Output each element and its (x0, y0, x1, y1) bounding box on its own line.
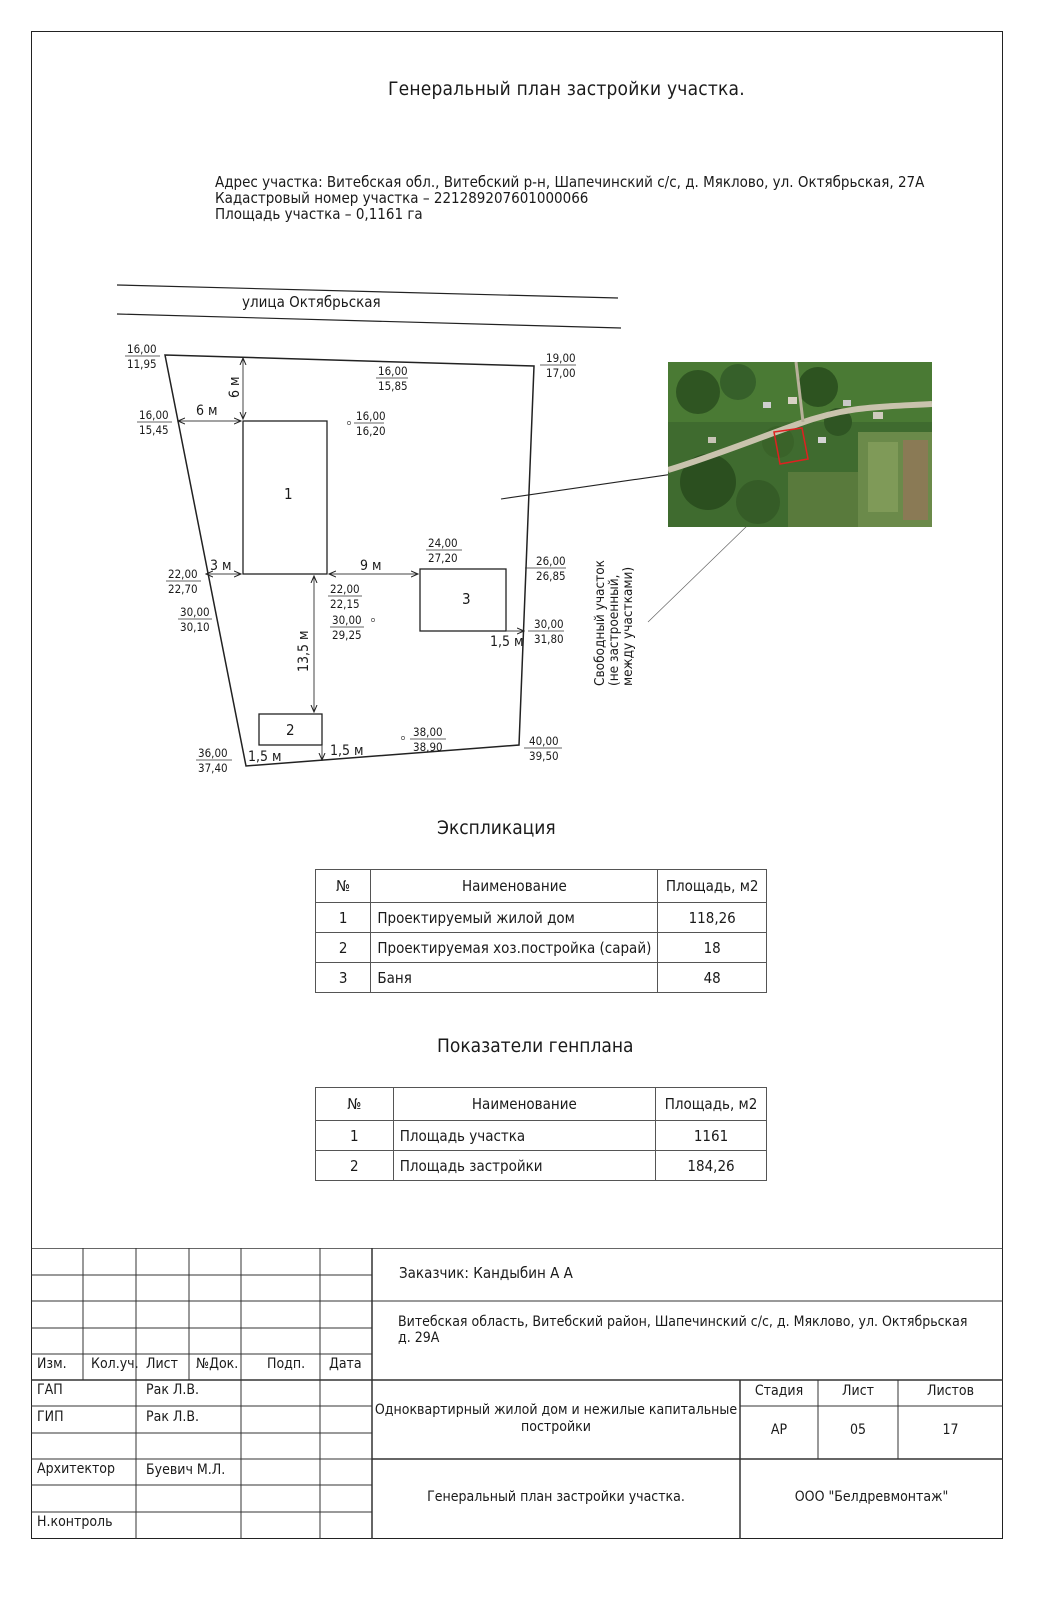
svg-text:22,15: 22,15 (330, 597, 360, 611)
svg-text:36,00: 36,00 (198, 746, 228, 760)
table-header-row (316, 1088, 767, 1121)
elev-mark (401, 725, 446, 754)
cell-name: Проектируемый жилой дом (371, 903, 658, 933)
dim-1-5m-shed-right: 1,5 м (330, 743, 364, 759)
svg-text:19,00: 19,00 (546, 351, 576, 365)
svg-text:11,95: 11,95 (127, 357, 157, 371)
cell-area: 184,26 (656, 1151, 767, 1181)
svg-text:39,50: 39,50 (529, 749, 559, 763)
dim-1-5m-bath: 1,5 м (490, 634, 524, 650)
name-gip: Рак Л.В. (146, 1409, 200, 1425)
customer: Заказчик: Кандыбин А А (399, 1264, 573, 1282)
svg-text:16,20: 16,20 (356, 424, 386, 438)
satellite-map-image (668, 362, 932, 527)
elev-mark (166, 567, 201, 596)
svg-text:(не застроенный,: (не застроенный, (606, 574, 622, 686)
col-header-podp: Подп. (267, 1356, 306, 1372)
header-cell: № (316, 1088, 394, 1121)
table-row (316, 963, 767, 993)
col-header-ndok: №Док. (196, 1356, 239, 1372)
street-line-bottom (117, 314, 621, 328)
svg-text:30,00: 30,00 (180, 605, 210, 619)
svg-text:27,20: 27,20 (428, 551, 458, 565)
elev-mark (376, 364, 408, 393)
role-architect: Архитектор (37, 1461, 115, 1477)
col-header-data: Дата (329, 1356, 362, 1372)
elev-mark (540, 351, 576, 380)
sheets-value: 17 (942, 1422, 959, 1438)
elev-mark (524, 734, 562, 763)
svg-text:40,00: 40,00 (529, 734, 559, 748)
cell-number: 2 (316, 933, 371, 963)
sheets-label: Листов (926, 1383, 975, 1399)
elev-mark (528, 617, 564, 646)
sheet-value: 05 (849, 1422, 867, 1438)
cell-area: 48 (658, 963, 767, 993)
cell-number: 1 (316, 903, 371, 933)
elev-mark (330, 613, 375, 642)
cell-area: 18 (658, 933, 767, 963)
address-line: Адрес участка: Витебская обл., Витебский р-н, Шапечинский с/с, д. Мяклово, ул. Октябрьская, 27А (215, 173, 925, 191)
table-row (316, 933, 767, 963)
col-header-koluch: Кол.уч. (91, 1356, 139, 1372)
svg-text:16,00: 16,00 (378, 364, 408, 378)
svg-text:16,00: 16,00 (127, 342, 157, 356)
svg-text:22,70: 22,70 (168, 582, 198, 596)
elev-mark (137, 408, 172, 437)
svg-text:31,80: 31,80 (534, 632, 564, 646)
table-row (316, 903, 767, 933)
dim-1-5m-shed-left: 1,5 м (248, 749, 282, 765)
explication-table (315, 869, 767, 993)
role-norm-control: Н.контроль (37, 1514, 113, 1530)
svg-text:30,00: 30,00 (534, 617, 564, 631)
name-gap: Рак Л.В. (146, 1382, 200, 1398)
explication-caption: Экспликация (437, 817, 556, 839)
svg-text:24,00: 24,00 (428, 536, 458, 550)
elev-mark (347, 409, 385, 438)
cell-name: Площадь застройки (393, 1151, 655, 1181)
svg-text:Свободный участок: Свободный участок (592, 560, 608, 686)
cell-name: Проектируемая хоз.постройка (сарай) (371, 933, 658, 963)
cell-number: 1 (316, 1121, 394, 1151)
header-cell: № (316, 870, 371, 903)
svg-text:22,00: 22,00 (168, 567, 198, 581)
svg-text:между участками): между участками) (620, 566, 636, 686)
project-name (372, 1402, 740, 1436)
svg-text:37,40: 37,40 (198, 761, 228, 775)
elev-mark (426, 536, 462, 565)
elev-mark (328, 582, 362, 611)
drawing-title: Генеральный план застройки участка. (427, 1489, 685, 1505)
dim-13-5m: 13,5 м (296, 630, 312, 672)
indicators-table (315, 1087, 767, 1181)
area-line: Площадь участка – 0,1161 га (215, 205, 423, 223)
header-cell: Площадь, м2 (658, 870, 767, 903)
elev-mark (125, 342, 160, 371)
elev-mark (196, 746, 232, 775)
svg-text:38,00: 38,00 (413, 725, 443, 739)
header-cell: Наименование (393, 1088, 655, 1121)
dim-9m: 9 м (360, 558, 382, 574)
title-block (31, 1248, 1003, 1539)
sheet-label: Лист (842, 1383, 874, 1399)
header-cell: Наименование (371, 870, 658, 903)
indicators-caption: Показатели генплана (437, 1035, 634, 1057)
cell-name: Площадь участка (393, 1121, 655, 1151)
street-label: улица Октябрьская (242, 293, 381, 311)
elevation-marks (125, 342, 576, 775)
elev-mark (525, 554, 566, 583)
dim-6m-left: 6 м (196, 403, 218, 419)
svg-text:16,00: 16,00 (356, 409, 386, 423)
cell-number: 2 (316, 1151, 394, 1181)
cadastral-line: Кадастровый номер участка – 221289207601000066 (215, 189, 589, 207)
cell-area: 118,26 (658, 903, 767, 933)
table-header-row (316, 870, 767, 903)
svg-text:30,00: 30,00 (332, 613, 362, 627)
object-address-line: д. 29А (398, 1330, 440, 1346)
col-header-list: Лист (146, 1356, 178, 1372)
leader-line-free-plot (648, 525, 748, 622)
col-header-izm: Изм. (37, 1356, 67, 1372)
elev-mark (178, 605, 212, 634)
svg-text:15,45: 15,45 (139, 423, 169, 437)
free-plot-note (592, 560, 636, 686)
cell-number: 3 (316, 963, 371, 993)
project-name-line: постройки (521, 1419, 591, 1435)
header-cell: Площадь, м2 (656, 1088, 767, 1121)
svg-text:22,00: 22,00 (330, 582, 360, 596)
project-name-line: Одноквартирный жилой дом и нежилые капитальные (374, 1402, 738, 1418)
building-3-label: 3 (462, 590, 471, 608)
sheet-title: Генеральный план застройки участка. (388, 78, 745, 100)
table-row (316, 1151, 767, 1181)
object-address (398, 1314, 967, 1346)
stage-value: АР (770, 1422, 788, 1438)
cell-name: Баня (371, 963, 658, 993)
dim-6m-top: 6 м (227, 376, 243, 398)
name-architect: Буевич М.Л. (146, 1462, 226, 1478)
stage-label: Стадия (754, 1383, 804, 1399)
company-name: ООО "Белдревмонтаж" (794, 1489, 949, 1505)
role-gap: ГАП (37, 1382, 63, 1398)
svg-text:26,85: 26,85 (536, 569, 566, 583)
svg-text:26,00: 26,00 (536, 554, 566, 568)
svg-text:17,00: 17,00 (546, 366, 576, 380)
svg-text:29,25: 29,25 (332, 628, 362, 642)
svg-text:16,00: 16,00 (139, 408, 169, 422)
cell-area: 1161 (656, 1121, 767, 1151)
svg-text:38,90: 38,90 (413, 740, 443, 754)
building-1-label: 1 (284, 485, 293, 503)
dim-3m: 3 м (210, 558, 232, 574)
svg-text:30,10: 30,10 (180, 620, 210, 634)
role-gip: ГИП (37, 1409, 64, 1425)
building-2-label: 2 (286, 721, 295, 739)
object-address-line: Витебская область, Витебский район, Шапечинский с/с, д. Мяклово, ул. Октябрьская (398, 1314, 968, 1330)
table-row (316, 1121, 767, 1151)
svg-text:15,85: 15,85 (378, 379, 408, 393)
